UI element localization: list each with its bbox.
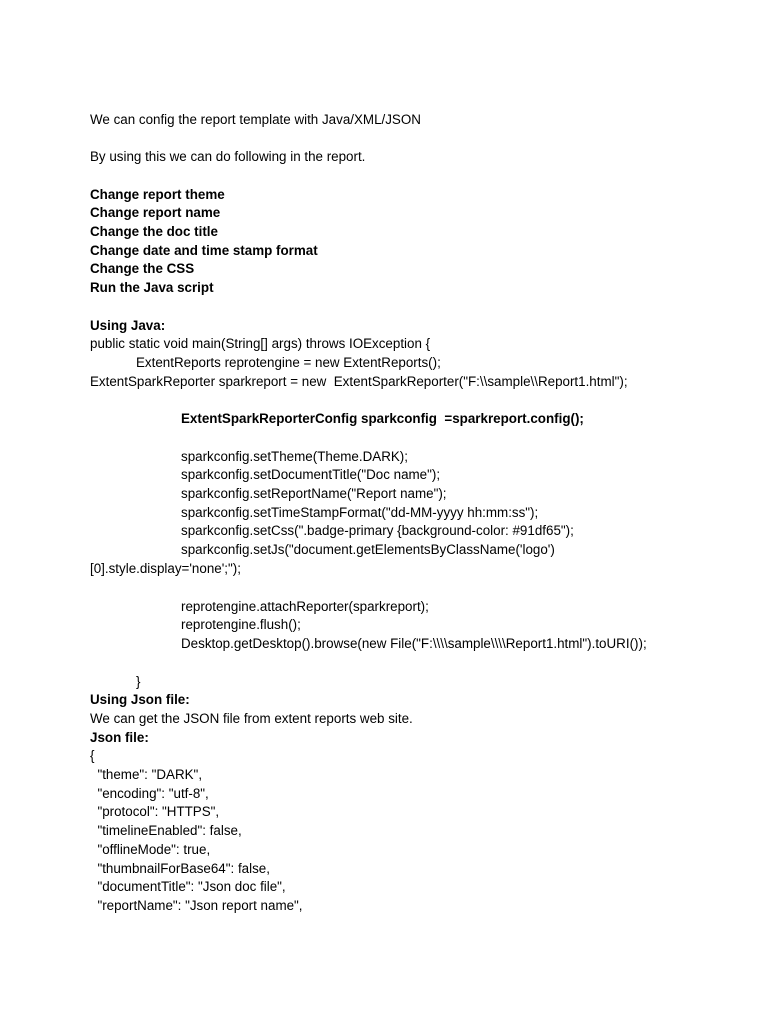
feature-item: Change date and time stamp format [90,242,318,258]
feature-item: Change report name [90,205,221,221]
code-line-attach: reprotengine.attachReporter(sparkreport); [181,598,429,614]
code-line-flush: reprotengine.flush(); [181,617,301,633]
json-line: "reportName": "Json report name", [90,897,303,913]
code-line-main-signature: public static void main(String[] args) throws IOException { [90,336,431,352]
json-line: "protocol": "HTTPS", [90,804,220,820]
code-line-set-theme: sparkconfig.setTheme(Theme.DARK); [181,448,408,464]
code-line-set-report-name: sparkconfig.setReportName("Report name"); [181,485,447,501]
json-line: "thumbnailForBase64": false, [90,860,270,876]
feature-item: Change report theme [90,186,225,202]
code-line-set-css: sparkconfig.setCss(".badge-primary {background-color: #91df65"); [181,523,574,539]
json-file-heading: Json file: [90,729,149,745]
code-line-spark-init: ExtentSparkReporter sparkreport = new ExtentSparkReporter("F:\\sample\\Report1.html"); [90,373,628,389]
json-line: "theme": "DARK", [90,767,203,782]
code-line-config: ExtentSparkReporterConfig sparkconfig =sparkreport.config(); [181,411,584,426]
code-line-set-doc-title: sparkconfig.setDocumentTitle("Doc name"); [181,467,441,483]
json-line: "encoding": "utf-8", [90,785,209,801]
intro-line-1: We can config the report template with Java/XML/JSON [90,112,421,127]
code-line-browse: Desktop.getDesktop().browse(new File("F:\\\\sample\\\\Report1.html").toURI()); [181,635,647,651]
code-line-set-js-cont: [0].style.display='none';"); [90,560,241,576]
code-line-set-js: sparkconfig.setJs("document.getElementsByClassName('logo') [181,542,555,557]
feature-item: Change the CSS [90,261,195,277]
java-heading: Using Java: [90,317,166,333]
json-open-brace: { [90,748,95,764]
json-line: "documentTitle": "Json doc file", [90,879,286,895]
json-line: "timelineEnabled": false, [90,823,242,839]
code-line-set-timestamp: sparkconfig.setTimeStampFormat("dd-MM-yyyy hh:mm:ss"); [181,504,539,520]
json-heading: Using Json file: [90,692,190,708]
intro-line-2: By using this we can do following in the report. [90,149,366,164]
feature-item: Change the doc title [90,223,218,239]
json-line: "offlineMode": true, [90,841,211,857]
code-line-engine-init: ExtentReports reprotengine = new ExtentReports(); [136,354,441,370]
feature-item: Run the Java script [90,280,214,295]
json-description: We can get the JSON file from extent reports web site. [90,710,413,726]
code-line-close-brace: } [136,673,141,689]
